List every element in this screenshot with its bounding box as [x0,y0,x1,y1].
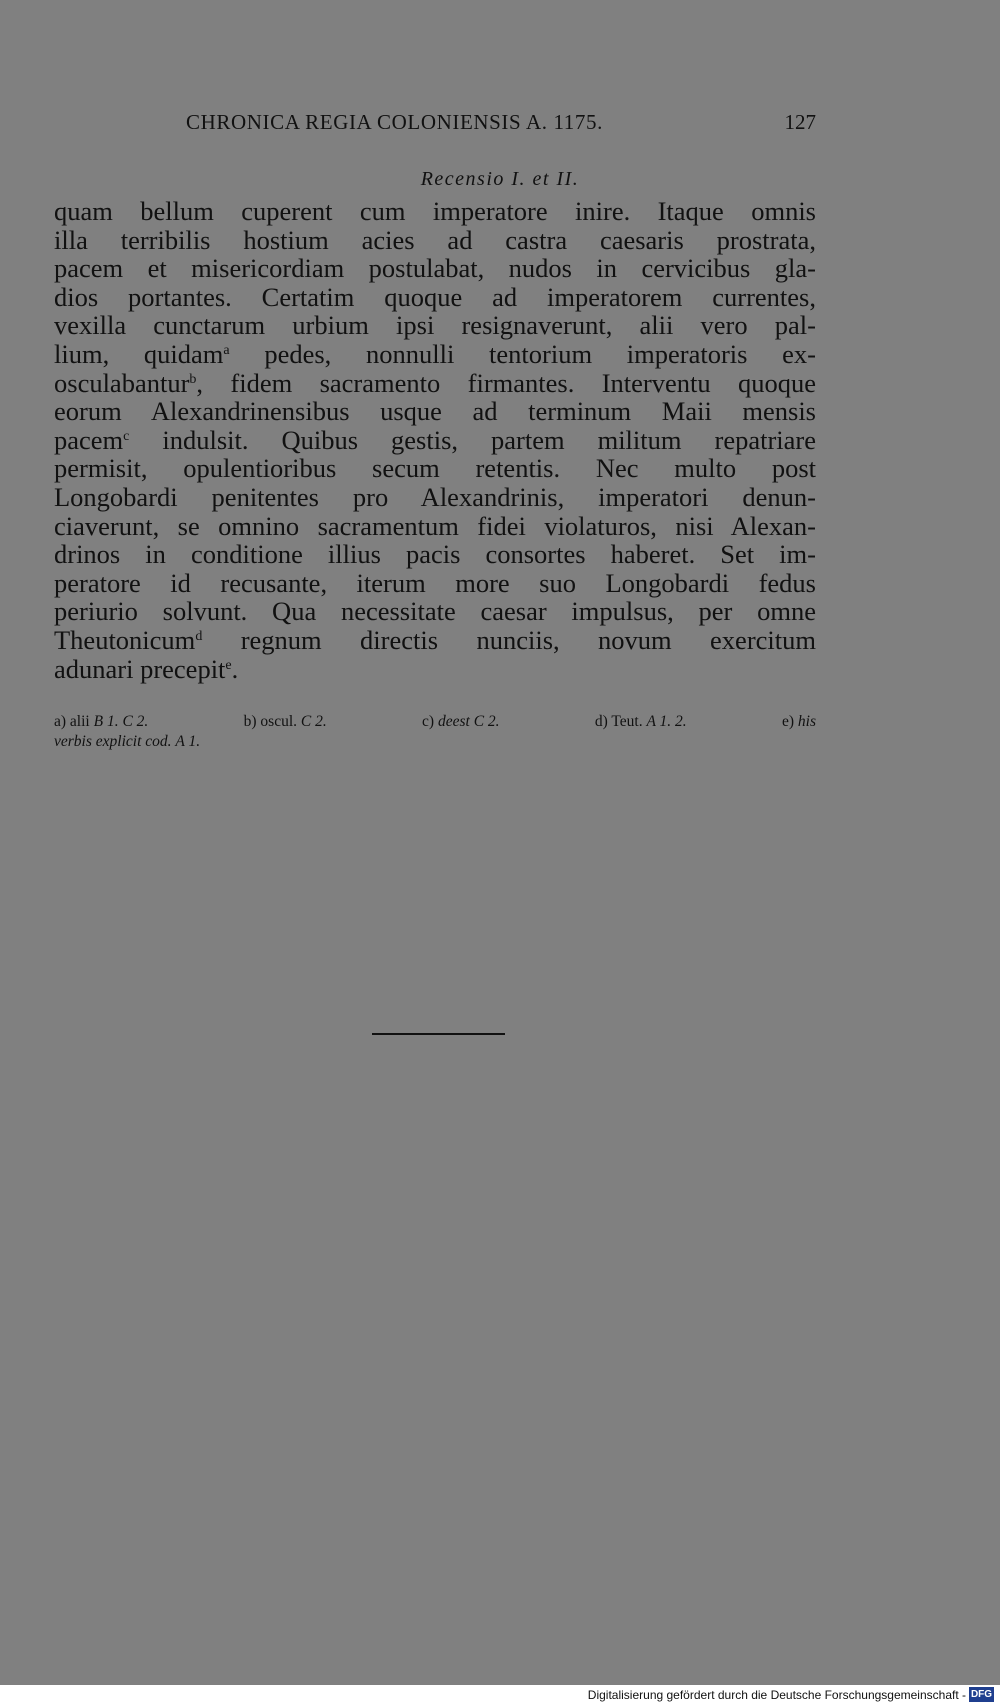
running-head [186,110,816,140]
text-line: vexilla cunctarum urbium ipsi resignaverunt, alii vero pal- [54,310,816,341]
footnote-ref-b: b [189,371,197,387]
footnote-a: a) alii B 1. C 2. [54,713,149,730]
text-line: permisit, opulentioribus secum retentis. Nec multo post [54,453,816,484]
body-text [54,197,816,683]
text-line: peratore id recusante, iterum more suo Longobardi fedus [54,567,816,598]
text-line: osculabantur$^b$, fidem sacramento firmantes. Interventu quoque [54,367,816,398]
text-line: drinos in conditione illius pacis consortes haberet. Set im- [54,539,816,570]
text-line: dios portantes. Certatim quoque ad imperatorem currentes, [54,281,816,312]
text-line: adunari precepit$^e$. [54,653,239,684]
dfg-logo-icon: DFG [970,1689,993,1700]
footnotes [54,712,816,752]
footnote-ref-c: c [123,428,130,444]
text-line: pacem$^c$ indulsit. Quibus gestis, partem militum repatriare [54,424,816,455]
footnote-e-continuation: verbis explicit cod. A 1. [54,733,201,750]
text-line: Theutonicum$^d$ regnum directis nunciis, novum exercitum [54,624,816,655]
text-line: quam bellum cuperent cum imperatore inire. Itaque omnis [54,196,816,226]
text-line: illa terribilis hostium acies ad castra caesaris prostrata, [54,224,816,255]
footnote-ref-a: a [223,342,230,358]
footnote-b: b) oscul. C 2. [243,713,327,730]
footnote-ref-d: d [195,628,203,644]
recension-heading: Recensio I. et II. [420,168,580,190]
text-line: Longobardi penitentes pro Alexandrinis, imperatori denun- [54,481,816,512]
footnote-c: c) deest C 2. [422,713,500,730]
footnote-row [54,712,816,732]
credit-text: Digitalisierung gefördert durch die Deutsche Forschungsgemeinschaft - [587,1688,966,1702]
page-number: 127 [784,110,816,134]
text-line: eorum Alexandrinensibus usque ad terminum Maii mensis [54,396,816,427]
footnote-ref-e: e [225,657,232,673]
footnote-d: d) Teut. A 1. 2. [594,713,687,730]
text-line: periurio solvunt. Qua necessitate caesar impulsus, per omne [54,596,816,627]
footnote-e-start: e) his [781,713,816,730]
section-divider [372,1033,505,1035]
text-line: lium, quidam$^a$ pedes, nonnulli tentorium imperatoris ex- [54,338,816,369]
credit-bar [0,1685,1000,1705]
text-line: pacem et misericordiam postulabat, nudos in cervicibus gla- [54,253,816,284]
running-title: CHRONICA REGIA COLONIENSIS A. 1175. [186,110,603,134]
text-line: ciaverunt, se omnino sacramentum fidei violaturos, nisi Alexan- [54,510,816,541]
